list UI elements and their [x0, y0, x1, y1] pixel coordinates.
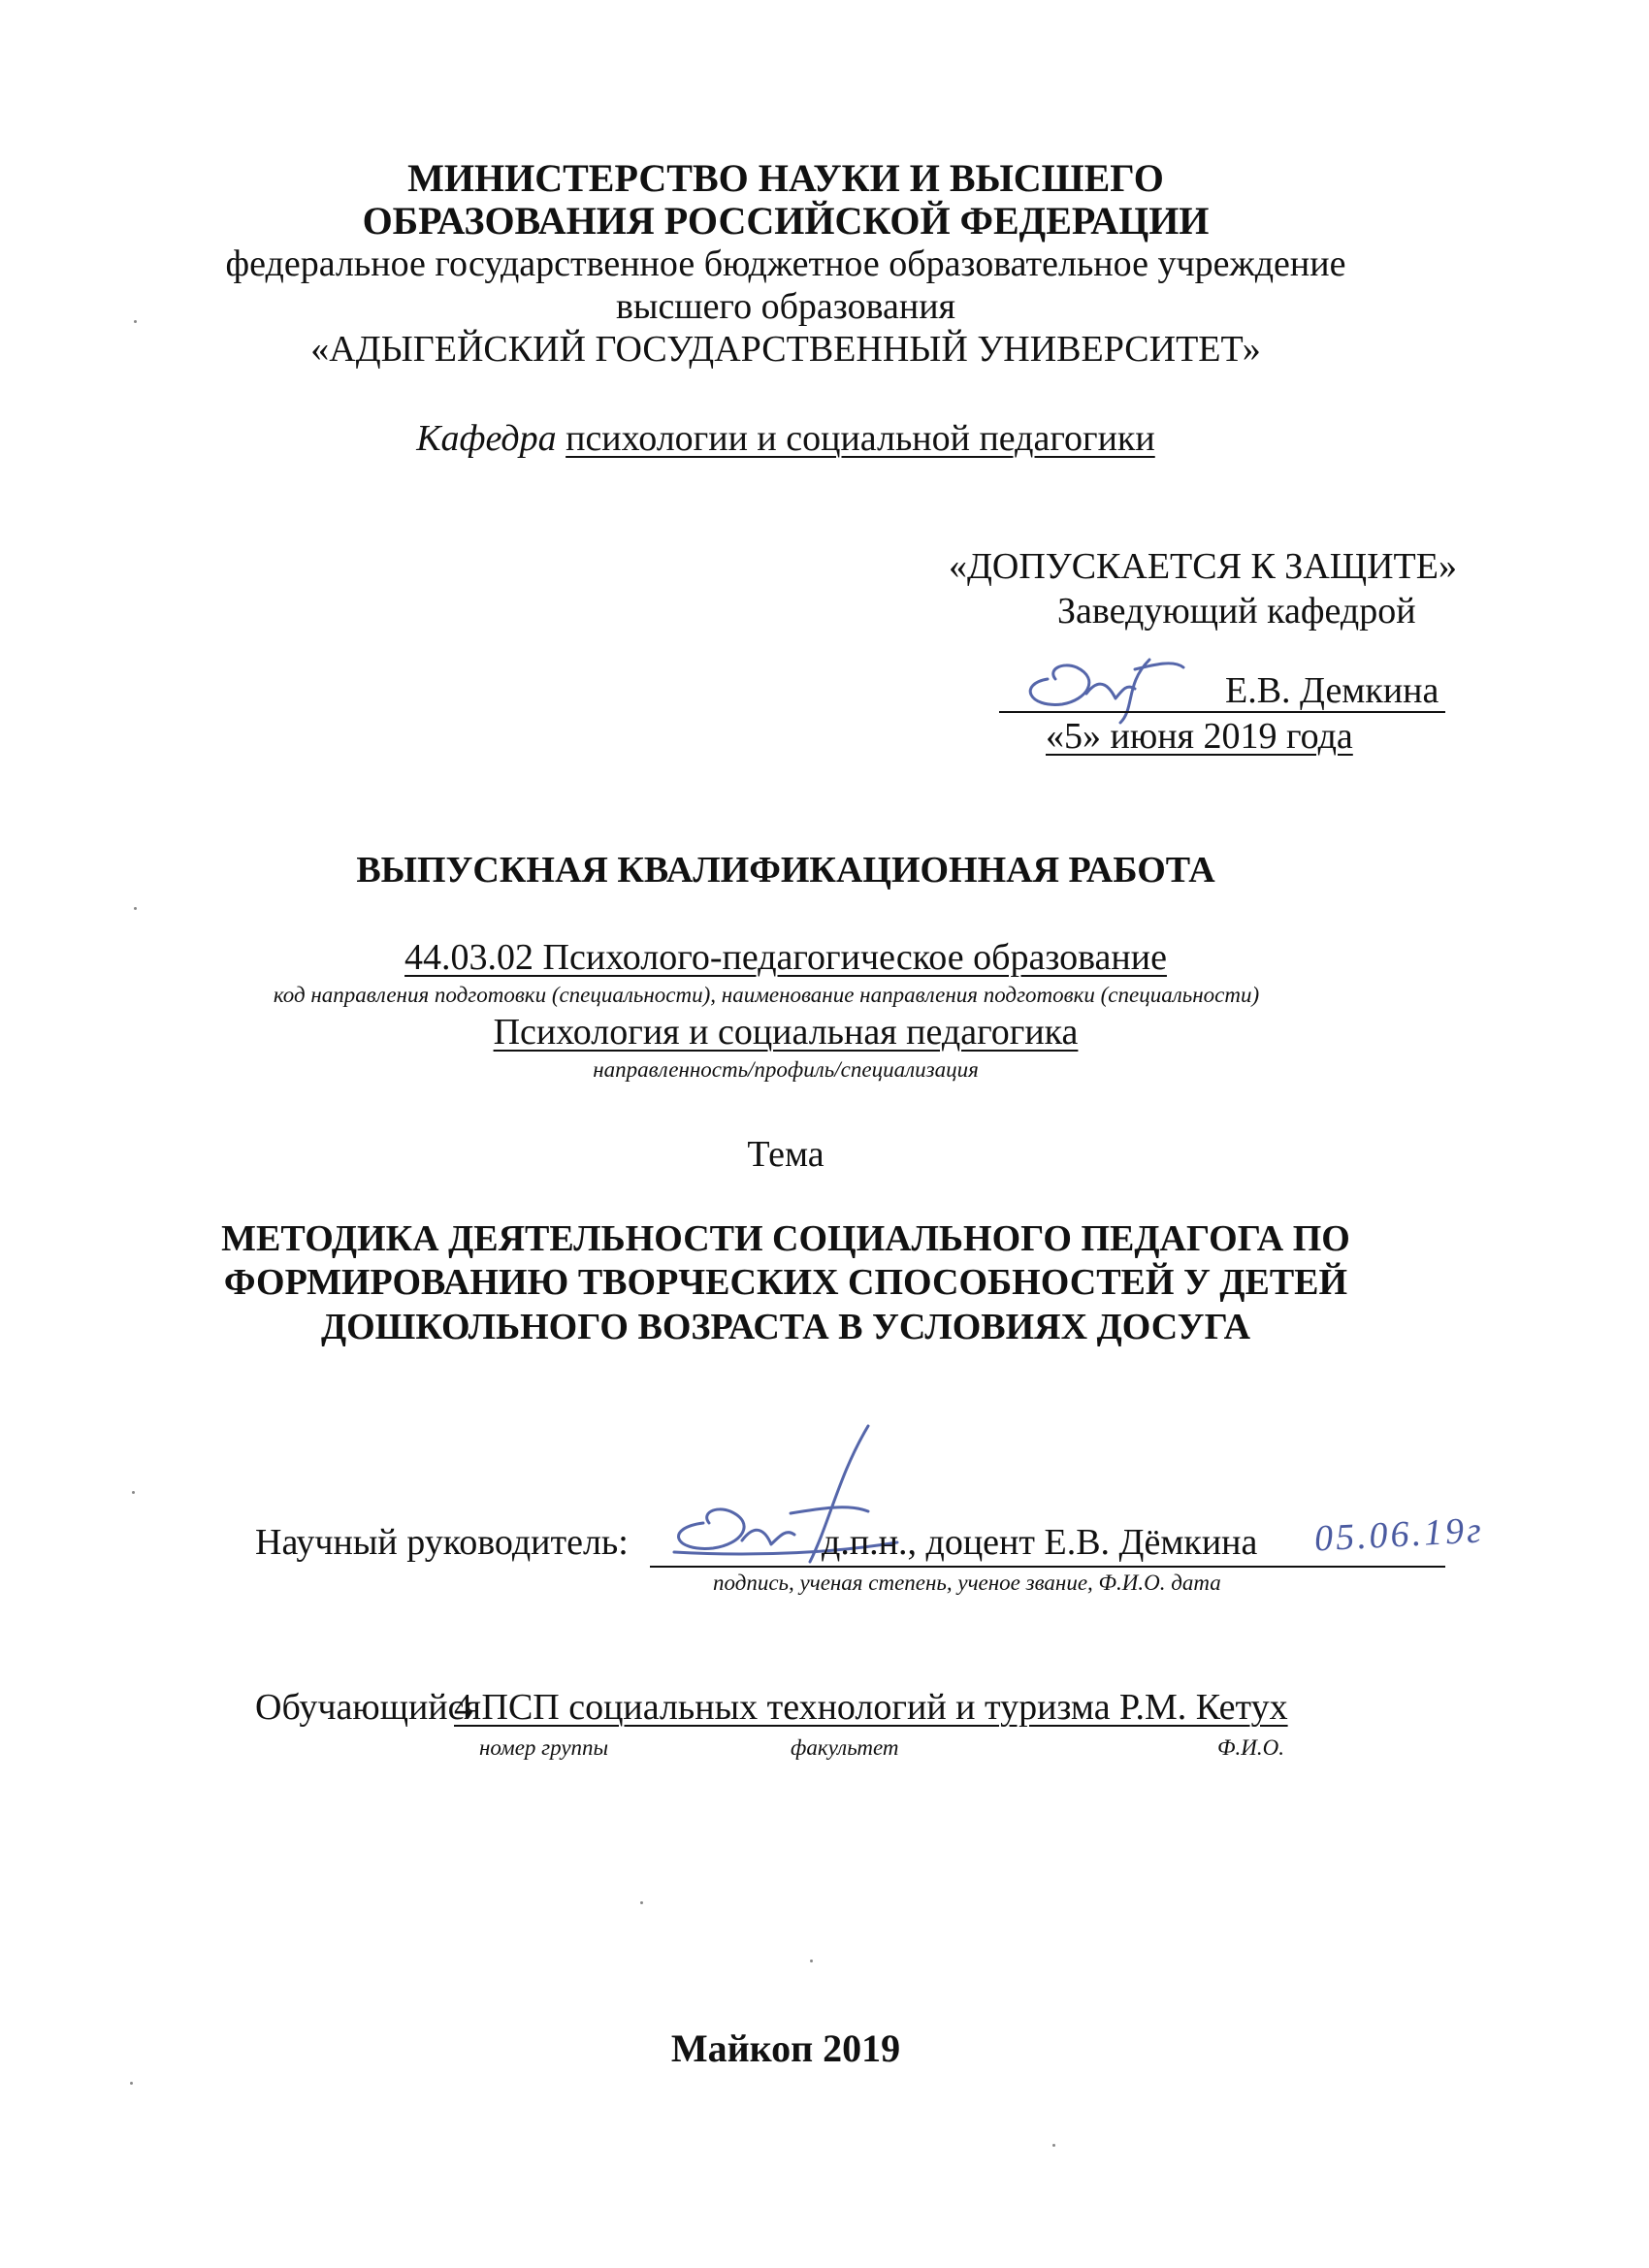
department: [0, 417, 1571, 460]
supervisor-handwritten-date: 05.06.19г: [1313, 1509, 1485, 1560]
caption-full-name: Ф.И.О.: [1217, 1735, 1284, 1760]
scan-speck: [134, 907, 137, 910]
student-value: 4 ПСП социальных технологий и туризма Р.М. Кетух: [454, 1687, 1288, 1728]
scan-speck: [130, 2082, 133, 2085]
university-name: «АДЫГЕЙСКИЙ ГОСУДАРСТВЕННЫЙ УНИВЕРСИТЕТ»: [310, 329, 1261, 370]
direction: 44.03.02 Психолого-педагогическое образование: [404, 937, 1167, 978]
scan-speck: [810, 1960, 813, 1962]
profile-caption: направленность/профиль/специализация: [593, 1057, 979, 1082]
department-name: психологии и социальной педагогики: [566, 418, 1155, 459]
topic-line-1: МЕТОДИКА ДЕЯТЕЛЬНОСТИ СОЦИАЛЬНОГО ПЕДАГОГА ПО: [221, 1218, 1350, 1259]
work-type: ВЫПУСКНАЯ КВАЛИФИКАЦИОННАЯ РАБОТА: [356, 850, 1215, 891]
scan-speck: [134, 320, 137, 323]
city-year: Майкоп 2019: [670, 2026, 901, 2070]
supervisor-value: д.п.н., доцент Е.В. Дёмкина: [822, 1522, 1258, 1563]
topic-label: Тема: [747, 1134, 824, 1175]
scan-speck: [132, 1491, 135, 1494]
profile: Психология и социальная педагогика: [493, 1012, 1079, 1053]
admitted-to-defense: «ДОПУСКАЕТСЯ К ЗАЩИТЕ»: [949, 546, 1457, 587]
supervisor-caption: подпись, ученая степень, ученое звание, Ф.И.О. дата: [713, 1571, 1221, 1595]
direction-caption: код направления подготовки (специальности), наименование направления подготовки (специальности): [273, 983, 1260, 1007]
topic-line-3: ДОШКОЛЬНОГО ВОЗРАСТА В УСЛОВИЯХ ДОСУГА: [320, 1307, 1251, 1347]
department-label: Кафедра: [416, 418, 557, 459]
caption-faculty: факультет: [791, 1735, 899, 1760]
institution-line-1: федеральное государственное бюджетное образовательное учреждение: [225, 243, 1346, 284]
approval-date: «5» июня 2019 года: [1046, 716, 1353, 757]
supervisor-line: [650, 1566, 1445, 1568]
head-of-department-title: Заведующий кафедрой: [1057, 591, 1416, 632]
scan-speck: [640, 1901, 643, 1904]
topic-line-2: ФОРМИРОВАНИЮ ТВОРЧЕСКИХ СПОСОБНОСТЕЙ У ДЕТЕЙ: [223, 1262, 1348, 1303]
institution-line-2: высшего образования: [615, 286, 956, 327]
caption-group-number: номер группы: [479, 1735, 609, 1760]
ministry-line-2: ОБРАЗОВАНИЯ РОССИЙСКОЙ ФЕДЕРАЦИИ: [362, 199, 1210, 243]
scan-speck: [1052, 2144, 1055, 2147]
student-label: Обучающийся: [255, 1687, 481, 1728]
supervisor-label: Научный руководитель:: [255, 1522, 629, 1563]
ministry-line-1: МИНИСТЕРСТВО НАУКИ И ВЫСШЕГО: [407, 156, 1164, 200]
head-name: Е.В. Демкина: [1225, 670, 1439, 711]
